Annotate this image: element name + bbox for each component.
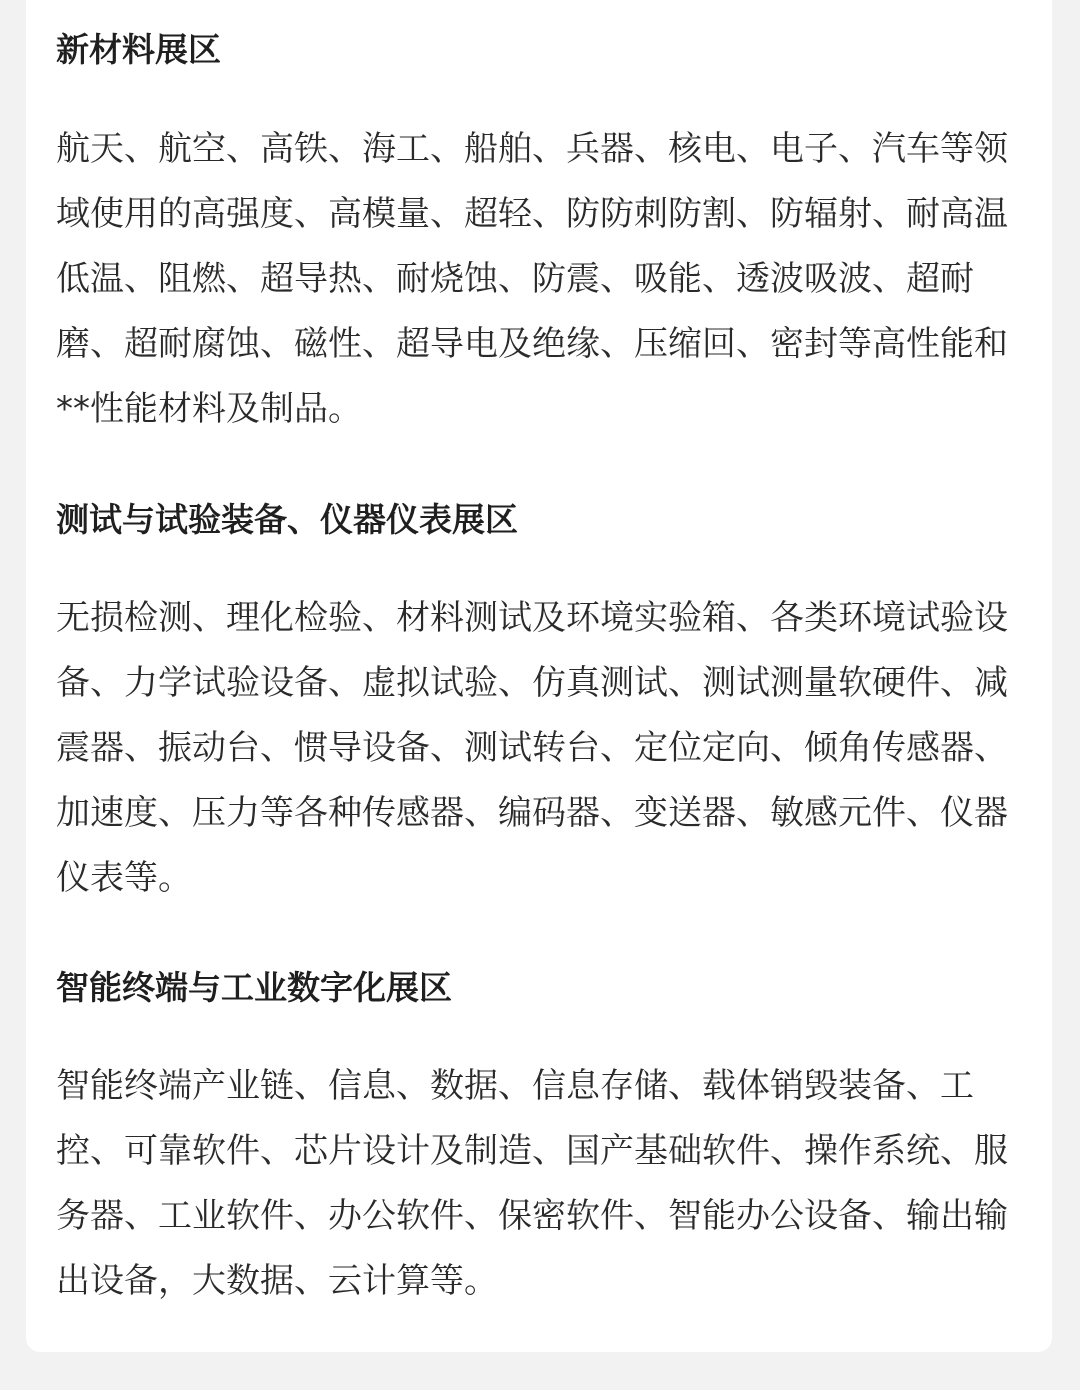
section-title-smart-terminals: 智能终端与工业数字化展区 (56, 968, 452, 1007)
section-body-new-materials: 航天、航空、高铁、海工、船舶、兵器、核电、电子、汽车等领域使用的高强度、高模量、超轻、防防刺防割、防辐射、耐高温低温、阻燃、超导热、耐烧蚀、防震、吸能、透波吸波、超耐磨、超耐腐蚀、磁性、超导电及绝缘、压缩回、密封等高性能和**性能材料及制品。 (56, 129, 1008, 429)
section-body-smart-terminals: 智能终端产业链、信息、数据、信息存储、载体销毁装备、工控、可靠软件、芯片设计及制造、国产基础软件、操作系统、服务器、工业软件、办公软件、保密软件、智能办公设备、输出输出设备，大数据、云计算等。 (56, 1066, 1008, 1301)
content-card (26, 0, 1052, 1352)
section-body-testing-equipment: 无损检测、理化检验、材料测试及环境实验箱、各类环境试验设备、力学试验设备、虚拟试验、仿真测试、测试测量软硬件、减震器、振动台、惯导设备、测试转台、定位定向、倾角传感器、加速度、压力等各种传感器、编码器、变送器、敏感元件、仪器仪表等。 (56, 598, 1008, 898)
section-title-new-materials: 新材料展区 (56, 30, 221, 69)
section-title-testing-equipment: 测试与试验装备、仪器仪表展区 (56, 500, 518, 539)
